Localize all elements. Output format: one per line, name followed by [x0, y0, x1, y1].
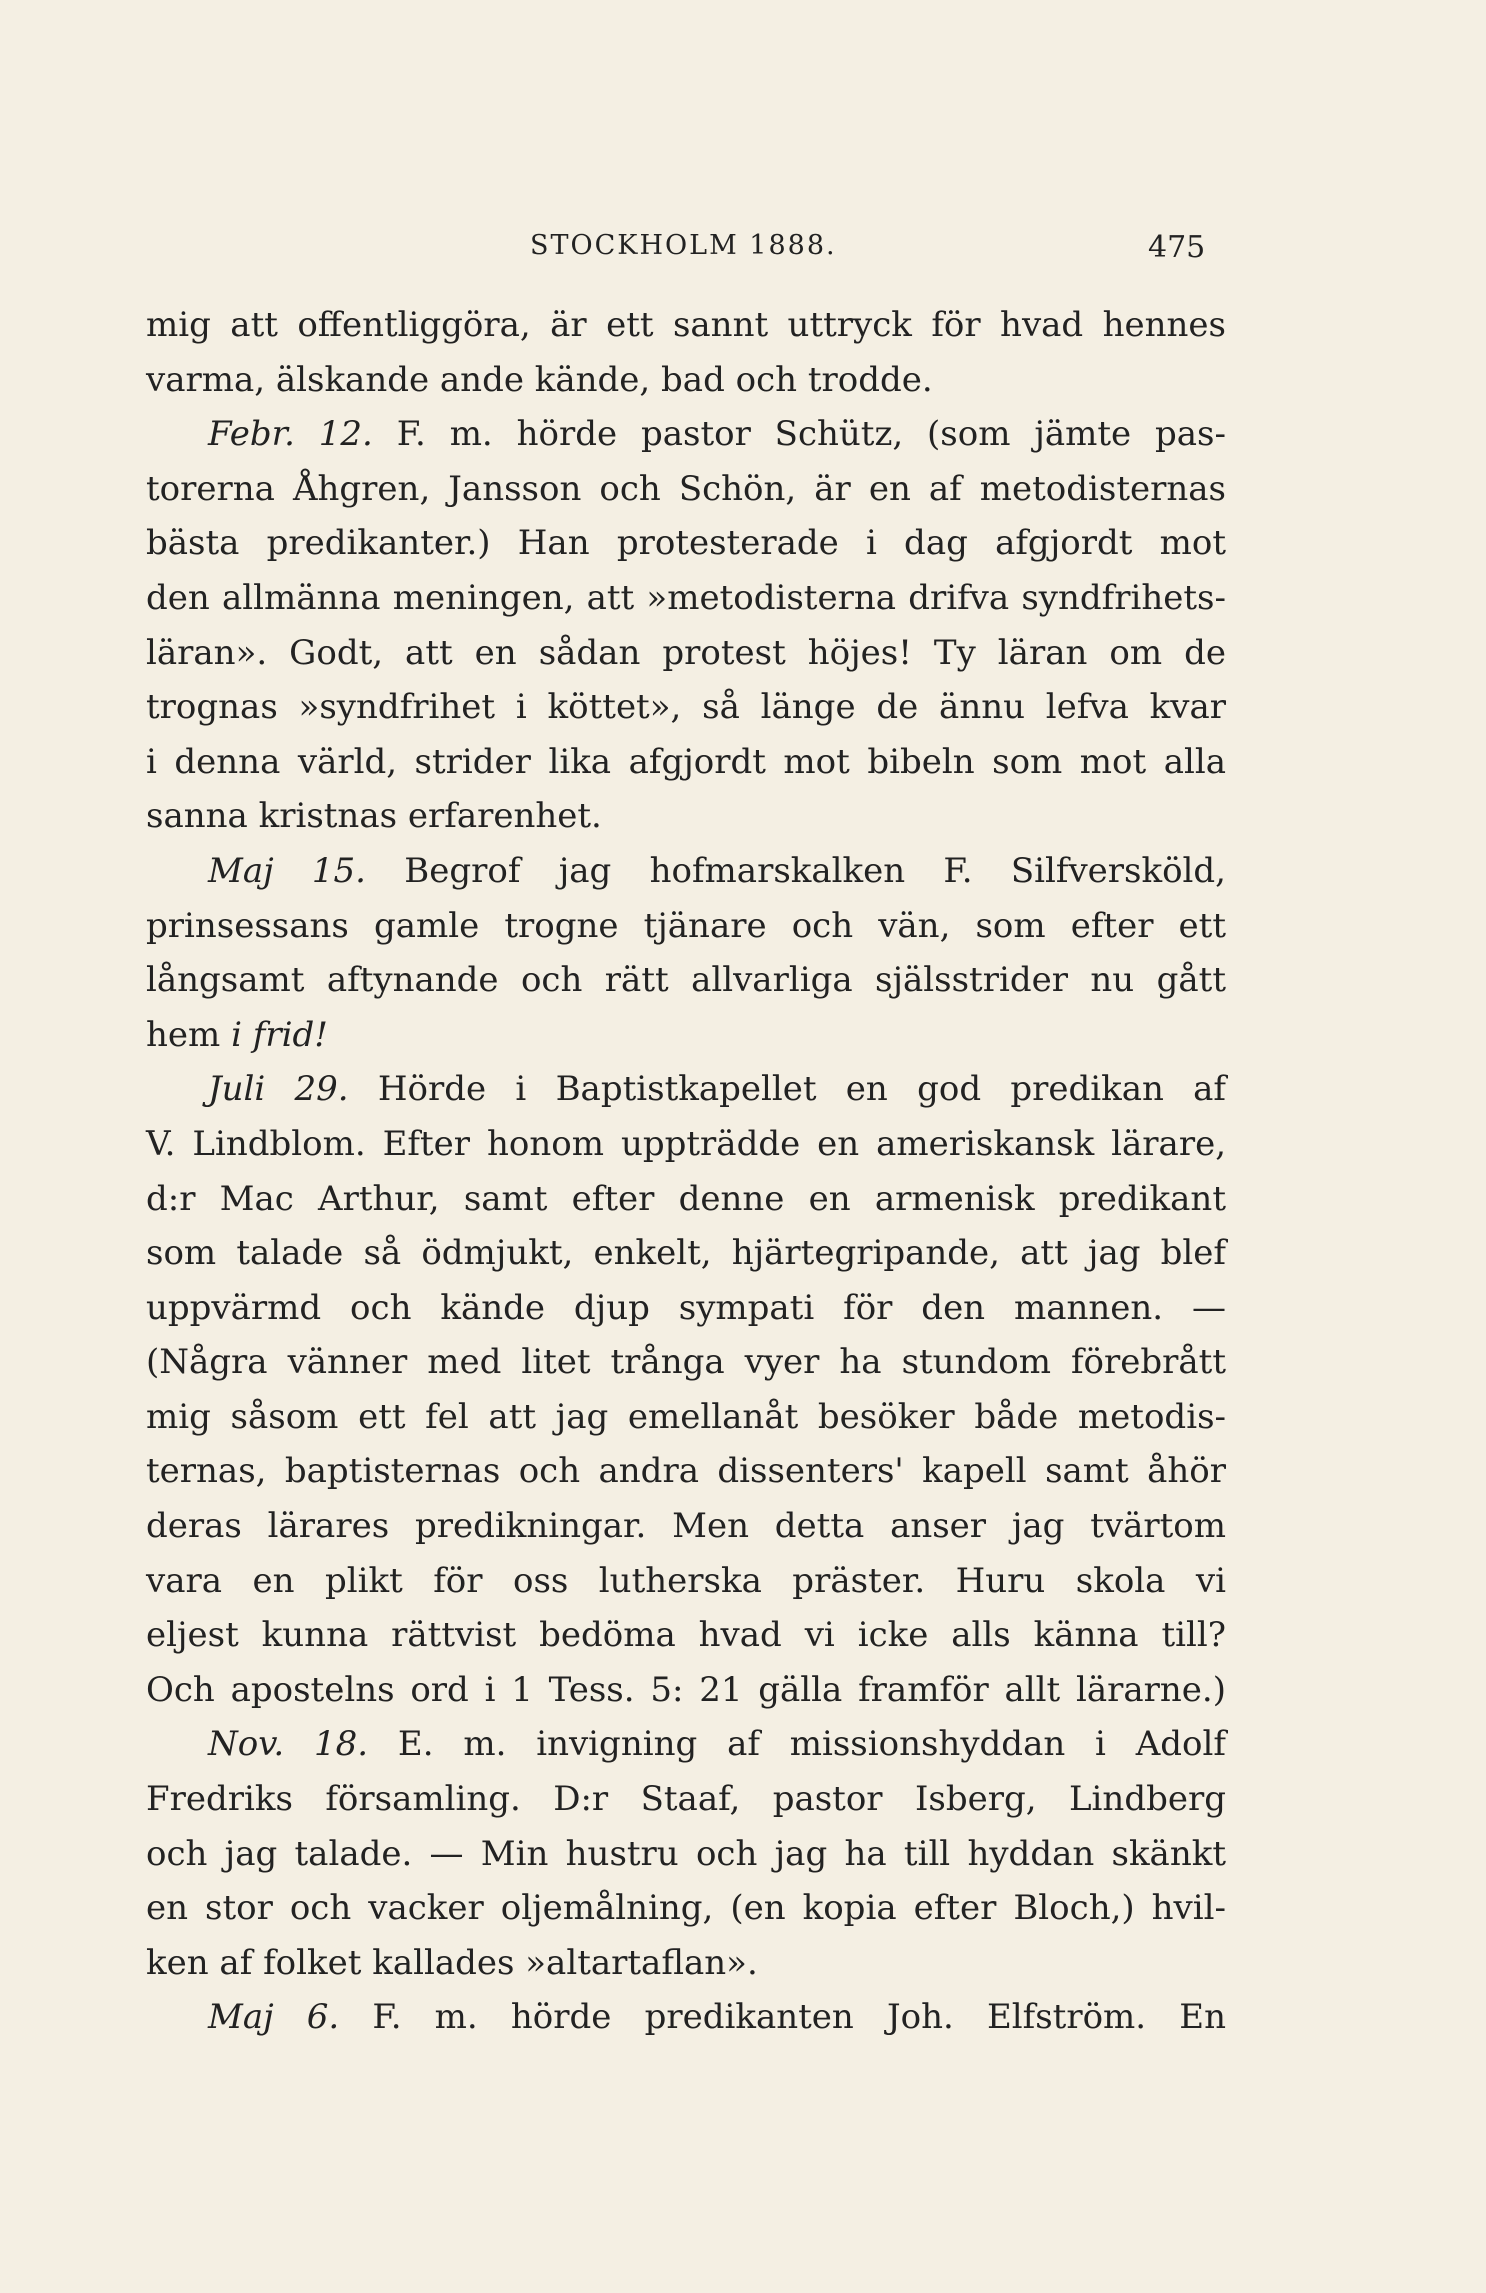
text-line: Fredriks församling. D:r Staaf, pastor Isberg, Lindberg [146, 1779, 1226, 1820]
diary-entry-maj-6 [146, 1990, 1226, 2045]
text-line: och jag talade. — Min hustru och jag ha till hyddan skänkt [146, 1833, 1226, 1874]
body-text [146, 298, 1226, 2045]
page-number: 475 [1148, 230, 1206, 265]
text-line: V. Lindblom. Efter honom uppträdde en ameriskansk lärare, [146, 1123, 1226, 1164]
text-line: d:r Mac Arthur, samt efter denne en armenisk predikant [146, 1178, 1226, 1219]
text-line: trognas »syndfrihet i köttet», så länge de ännu lefva kvar [146, 687, 1226, 728]
diary-entry-febr-12 [146, 407, 1226, 462]
text-line: Begrof jag hofmarskalken F. Silfversköld, [404, 850, 1226, 891]
italic-phrase: i frid! [231, 1014, 328, 1055]
text-word: hem [146, 1014, 221, 1055]
text-line: vara en plikt för oss lutherska präster. Huru skola vi [146, 1560, 1226, 1601]
text-line: mig såsom ett fel att jag emellanåt besöker både metodis- [146, 1396, 1226, 1437]
running-head-title: STOCKHOLM 1888. [530, 230, 837, 261]
text-line: ken af folket kallades »altartaflan». [146, 1942, 758, 1983]
text-line: Och apostelns ord i 1 Tess. 5: 21 gälla framför allt lärarne.) [146, 1669, 1226, 1710]
text-line: en stor och vacker oljemålning, (en kopia efter Bloch,) hvil- [146, 1888, 1226, 1929]
text-line: långsamt aftynande och rätt allvarliga själsstrider nu gått [146, 960, 1226, 1001]
entry-date: Maj 15. [208, 850, 366, 891]
text-line: som talade så ödmjukt, enkelt, hjärtegripande, att jag blef [146, 1233, 1226, 1274]
text-line: i denna värld, strider lika afgjordt mot bibeln som mot alla [146, 741, 1226, 782]
text-line: E. m. invigning af missionshyddan i Adolf [397, 1724, 1226, 1765]
text-line: den allmänna meningen, att »metodisterna drifva syndfrihets- [146, 577, 1226, 618]
diary-entry-maj-15 [146, 844, 1226, 899]
text-line: Hörde i Baptistkapellet en god predikan af [377, 1069, 1227, 1110]
text-line: F. m. hörde pastor Schütz, (som jämte pas- [396, 414, 1226, 455]
diary-entry-juli-29 [146, 1062, 1226, 1117]
text-line: torerna Åhgren, Jansson och Schön, är en af metodisternas [146, 468, 1226, 509]
text-line: varma, älskande ande kände, bad och trodde. [146, 359, 933, 400]
running-head [0, 230, 1486, 280]
text-line: bästa predikanter.) Han protesterade i dag afgjordt mot [146, 523, 1226, 564]
text-line: deras lärares predikningar. Men detta anser jag tvärtom [146, 1506, 1226, 1547]
text-line: uppvärmd och kände djup sympati för den mannen. — [146, 1287, 1226, 1328]
text-line: läran». Godt, att en sådan protest höjes! Ty läran om de [146, 632, 1226, 673]
text-line: eljest kunna rättvist bedöma hvad vi icke alls känna till? [146, 1615, 1226, 1656]
text-line-end [146, 1008, 1226, 1063]
entry-date: Nov. 18. [208, 1724, 369, 1765]
text-line: F. m. hörde predikanten Joh. Elfström. En [372, 1997, 1226, 2038]
entry-date: Maj 6. [208, 1997, 340, 2038]
text-line: prinsessans gamle trogne tjänare och vän, som efter ett [146, 905, 1226, 946]
text-line: (Några vänner med litet trånga vyer ha stundom förebrått [146, 1342, 1226, 1383]
entry-date: Febr. 12. [208, 414, 373, 455]
text-line: sanna kristnas erfarenhet. [146, 796, 602, 837]
entry-date: Juli 29. [208, 1069, 349, 1110]
text-line: mig att offentliggöra, är ett sannt uttryck för hvad hennes [146, 305, 1226, 345]
diary-entry-nov-18 [146, 1717, 1226, 1772]
text-line: ternas, baptisternas och andra dissenters' kapell samt åhör [146, 1451, 1226, 1492]
